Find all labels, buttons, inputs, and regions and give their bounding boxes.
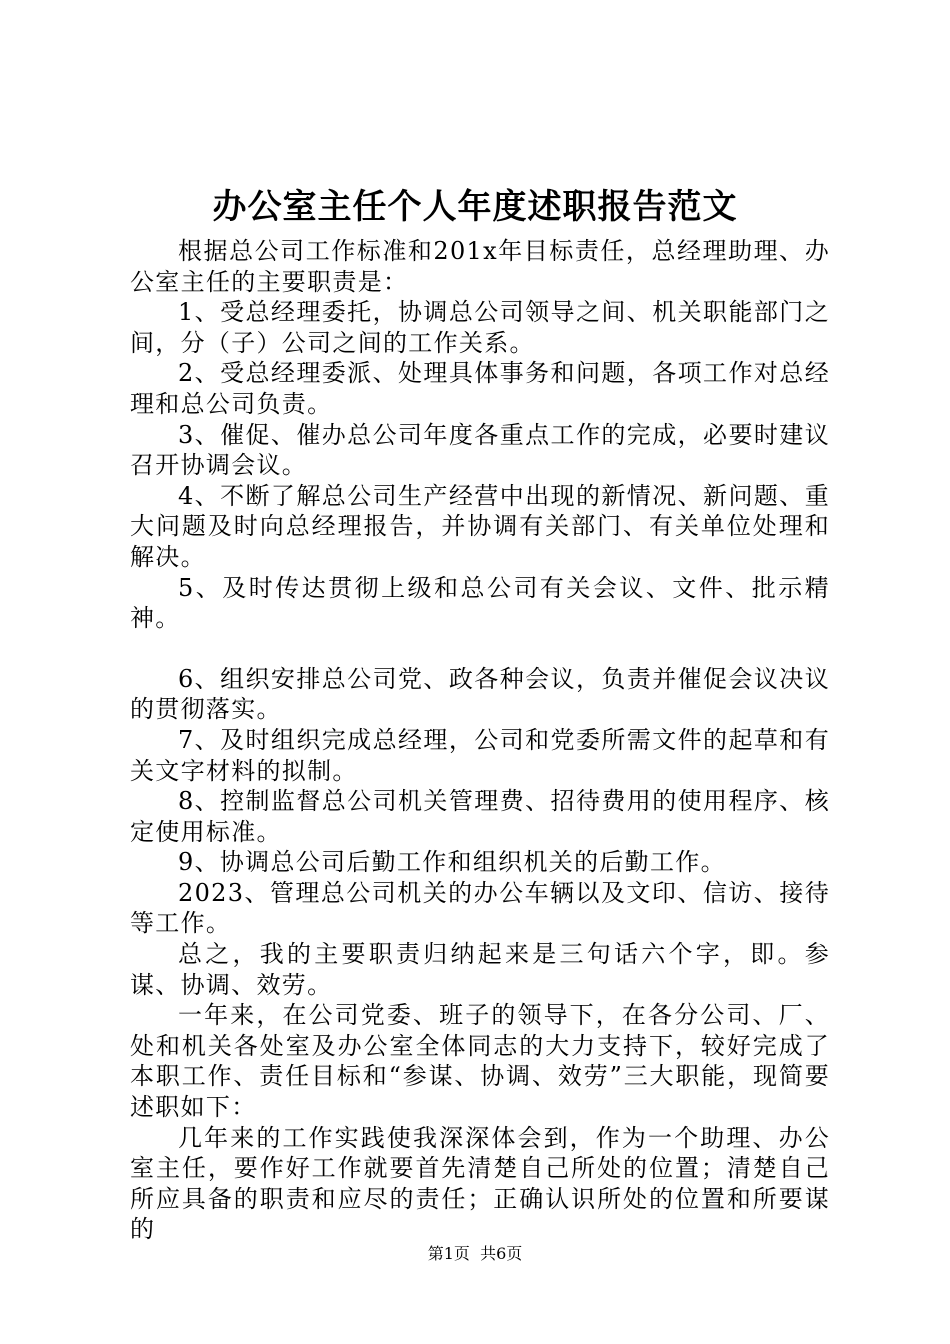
paragraph-item-6: 6、组织安排总公司党、政各种会议，负责并催促会议决议的贯彻落实。 [130,664,830,724]
paragraph-year-review: 一年来，在公司党委、班子的领导下，在各分公司、厂、处和机关各处室及办公室全体同志的大力支持下，较好完成了本职工作、责任目标和“参谋、协调、效劳”三大职能，现简要述职如下： [130,1001,830,1122]
paragraph-summary: 总之，我的主要职责归纳起来是三句话六个字，即。参谋、协调、效劳。 [130,940,830,999]
document-body [130,236,830,1245]
paragraph-reflection: 几年来的工作实践使我深深体会到，作为一个助理、办公室主任，要作好工作就要首先清楚自己所处的位置；清楚自己所应具备的职责和应尽的责任；正确认识所处的位置和所要谋的 [130,1123,830,1244]
paragraph-item-5: 5、及时传达贯彻上级和总公司有关会议、文件、批示精神。 [130,573,830,633]
paragraph-item-8: 8、控制监督总公司机关管理费、招待费用的使用程序、核定使用标准。 [130,787,830,846]
paragraph-item-1: 1、受总经理委托，协调总公司领导之间、机关职能部门之间，分（子）公司之间的工作关系。 [130,298,830,357]
page-footer [0,1243,950,1265]
paragraph-item-9: 9、协调总公司后勤工作和组织机关的后勤工作。 [178,848,726,877]
paragraph-item-10: 2023、管理总公司机关的办公车辆以及文印、信访、接待等工作。 [130,878,830,938]
page-total: 共6页 [480,1244,523,1263]
paragraph-item-4: 4、不断了解总公司生产经营中出现的新情况、新问题、重大问题及时向总经理报告，并协调有关部门、有关单位处理和解决。 [130,481,830,571]
paragraph-item-2: 2、受总经理委派、处理具体事务和问题，各项工作对总经理和总公司负责。 [130,359,830,418]
document-title: 办公室主任个人年度述职报告范文 [212,187,738,227]
paragraph-intro: 根据总公司工作标准和201x年目标责任，总经理助理、办公室主任的主要职责是： [130,237,830,296]
paragraph-item-3: 3、催促、催办总公司年度各重点工作的完成，必要时建议召开协调会议。 [130,420,830,480]
page-number: 第1页 [427,1244,470,1263]
paragraph-item-7: 7、及时组织完成总经理，公司和党委所需文件的起草和有关文字材料的拟制。 [130,725,830,785]
